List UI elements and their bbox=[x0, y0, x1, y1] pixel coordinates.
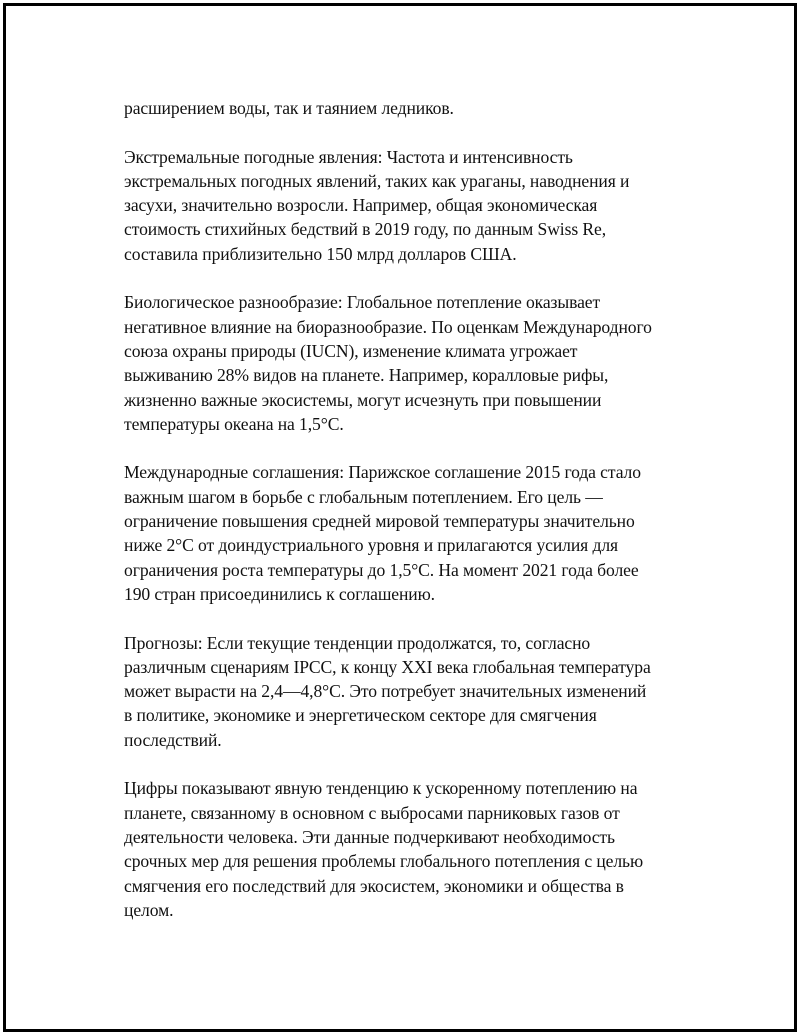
text-line: Международные соглашения: Парижское соглашение 2015 года стало bbox=[124, 462, 641, 483]
text-line: последствий. bbox=[124, 729, 222, 750]
text-line: Прогнозы: Если текущие тенденции продолжатся, то, согласно bbox=[124, 632, 591, 653]
text-line: ограничение повышения средней мировой температуры значительно bbox=[124, 511, 635, 532]
page-frame bbox=[3, 3, 797, 1032]
text-line: 190 стран присоединились к соглашению. bbox=[124, 583, 435, 604]
paragraph-conclusion bbox=[124, 776, 704, 922]
text-line: может вырасти на 2,4—4,8°C. Это потребует значительных изменений bbox=[124, 681, 647, 702]
paragraph-forecasts bbox=[124, 631, 704, 752]
text-line: экстремальных погодных явлений, таких как ураганы, наводнения и bbox=[124, 170, 630, 191]
text-line: Биологическое разнообразие: Глобальное потепление оказывает bbox=[124, 292, 601, 313]
text-line: жизненно важные экосистемы, могут исчезнуть при повышении bbox=[124, 389, 602, 410]
text-line: срочных мер для решения проблемы глобального потепления с целью bbox=[124, 851, 644, 872]
paragraph-sea-level-end bbox=[124, 96, 704, 120]
text-line: Экстремальные погодные явления: Частота и интенсивность bbox=[124, 146, 573, 167]
text-line: важным шагом в борьбе с глобальным потеплением. Его цель — bbox=[124, 486, 603, 507]
text-line: негативное влияние на биоразнообразие. По оценкам Международного bbox=[124, 316, 652, 337]
text-line: в политике, экономике и энергетическом секторе для смягчения bbox=[124, 705, 597, 726]
text-line: деятельности человека. Эти данные подчеркивают необходимость bbox=[124, 826, 615, 847]
text-line: смягчения его последствий для экосистем, экономики и общества в bbox=[124, 875, 624, 896]
text-line: засухи, значительно возросли. Например, общая экономическая bbox=[124, 195, 598, 216]
text-line: планете, связанному в основном с выбросами парниковых газов от bbox=[124, 802, 620, 823]
text-line: стоимость стихийных бедствий в 2019 году, по данным Swiss Re, bbox=[124, 219, 607, 240]
text-line: температуры океана на 1,5°C. bbox=[124, 413, 344, 434]
text-line: Цифры показывают явную тенденцию к ускоренному потеплению на bbox=[124, 778, 638, 799]
paragraph-extreme-weather bbox=[124, 145, 704, 266]
text-line: союза охраны природы (IUCN), изменение климата угрожает bbox=[124, 340, 578, 361]
text-line: выживанию 28% видов на планете. Например, коралловые рифы, bbox=[124, 365, 609, 386]
text-line: различным сценариям IPCC, к концу XXI века глобальная температура bbox=[124, 656, 651, 677]
paragraph-international-agreements bbox=[124, 460, 704, 606]
text-line: расширением воды, так и таянием ледников. bbox=[124, 98, 454, 118]
text-line: целом. bbox=[124, 899, 174, 920]
text-line: ограничения роста температуры до 1,5°C. На момент 2021 года более bbox=[124, 559, 639, 580]
document-body bbox=[124, 96, 704, 946]
text-line: составила приблизительно 150 млрд долларов США. bbox=[124, 243, 517, 264]
paragraph-biodiversity bbox=[124, 290, 704, 436]
text-line: ниже 2°C от доиндустриального уровня и прилагаются усилия для bbox=[124, 535, 618, 556]
